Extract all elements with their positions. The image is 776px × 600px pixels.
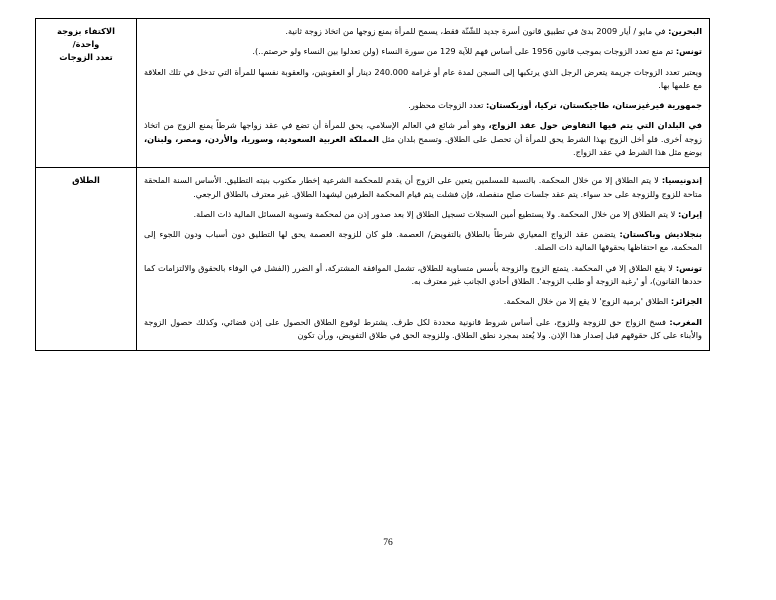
paragraph-lead: المغرب: [669, 316, 702, 327]
label-line: الاكتفاء بزوجة واحدة/ [57, 26, 115, 49]
label-line: تعدد الزوجات [59, 51, 113, 62]
paragraph-lead: البحرين: [668, 26, 702, 36]
paragraph-text: تعدد الزوجات محظور. [408, 100, 486, 111]
paragraph-text: لا يتم الطلاق إلا من خلال المحكمة. بالنسبة للمسلمين يتعين على الزوج أن يقدم للمحكمة الشرعية إخطار مكتوب بنيته التطليق. الأساس السنة الملحقة متاحة للزوج وللزوجة على حد سواء. يتم عقد جلسات صلح منفصلة، فإن فشلت يتم قيام المحكمة الطرفين ليشهدا الطلاق. غير معترف بالطلاق الرجعي. [144, 175, 702, 199]
row-content-divorce [137, 168, 710, 351]
paragraph-lead: تونس: [675, 262, 702, 273]
paragraph [144, 295, 702, 308]
paragraph [144, 45, 702, 58]
paragraph-lead: تونس: [675, 46, 702, 57]
table-row [36, 19, 710, 168]
paragraph-text: في مايو / أيار 2009 بدئ في تطبيق قانون أسرة جديد للشّنّة فقط، يسمح للمرأة بمنع زوجها من اتخاذ زوجة ثانية. [285, 26, 669, 36]
paragraph-lead: جمهورية قيرغيزستان، طاجيكستان، تركيا، أوزبكستان: [485, 100, 702, 111]
paragraph-text: بوضع مثل هذا الشرط في عقد الزواج. [572, 146, 702, 157]
table-body [36, 19, 710, 351]
paragraph-lead: الجزائر: [670, 296, 702, 307]
paragraph [144, 174, 702, 201]
paragraph-text: فسخ الزواج حق للزوجة وللزوج، على أساس شروط قانونية محددة لكل طرف. يشترط لوقوع الطلاق الحصول على إذن قضائي، وكذلك حصول الزوجة والأبناء على كل حقوقهم قبل إصدار هذا الإذن. ولا يُعتد بمجرد نطق الطلاق. وللزوجة الحق في طلاق التفويض، ورأن تكون [144, 316, 702, 340]
comparison-table [35, 18, 710, 351]
paragraph [144, 25, 702, 38]
row-label-polygamy [36, 19, 137, 168]
paragraph [144, 119, 702, 159]
paragraph-text: لا يتم الطلاق إلا من خلال المحكمة. ولا يستطيع أمين السجلات تسجيل الطلاق إلا بعد صدور إذن من لمحكمة وتسوية المسائل المالية ذات الصلة. [193, 208, 678, 219]
paragraph-lead: بنجلاديش وباكستان: [619, 229, 703, 240]
paragraph [144, 66, 702, 93]
paragraph-text: وهو أمر شائع في العالم الإسلامي، يحق للمرأة أن تضع في عقد زواجها شرطاً يمنع الزوج من اتخاذ زوجة أخرى. فلو أخل الزوج بهذا الشرط يحق للمرأة أن تحصل على الطلاق. وتسمح بلدان مثل [144, 120, 702, 144]
table-row [36, 168, 710, 351]
paragraph [144, 99, 702, 112]
row-content-polygamy [137, 19, 710, 168]
paragraph-lead: إندونيسيا: [661, 175, 702, 186]
paragraph-lead-continued: المملكة العربية السعودية، وسوريا، والأردن، ومصر، ولبنان، [144, 133, 379, 144]
paragraph-text: ويعتبر تعدد الزوجات جريمة يتعرض الرجل الذي يرتكبها إلى السجن لمدة عام أو غرامة 240.000 دينار أو العقوبتين، والعقوبة نفسها للمرأة التي تدخل في تلك العلاقة مع علمها بها. [144, 66, 702, 90]
paragraph-text: لا يقع الطلاق إلا في المحكمة. يتمتع الزوج والزوجة بأسس متساوية للطلاق، تشمل الموافقة المشتركة، أو الضرر (الفشل في الوفاء بالحقوق والالتزامات كما حددها القانون)، أو 'رغبة الزوجة أو طلب الزوجة'. الطلاق أحادي الجانب غير معترف به. [144, 262, 702, 286]
label-line: الطلاق [72, 175, 100, 186]
paragraph-lead: إيران: [677, 208, 702, 219]
paragraph [144, 262, 702, 289]
paragraph-text: الطلاق 'برمية الزوج' لا يقع إلا من خلال المحكمة. [503, 296, 671, 307]
paragraph-text: تم منع تعدد الزوجات بموجب قانون 1956 على أساس فهم للآية 129 من سورة النساء (ولن تعدلوا بين النساء ولو حرصتم..). [252, 46, 676, 57]
paragraph [144, 228, 702, 255]
row-label-divorce [36, 168, 137, 351]
paragraph [144, 316, 702, 343]
paragraph-lead: في البلدان التي يتم فيها التفاوض حول عقد الزواج، [488, 120, 702, 131]
paragraph-text: يتضمن عقد الزواج المعياري شرطاً بالطلاق بالتفويض/ العصمة. فلو كان للزوجة العصمة يحق لها التطليق دون أسباب ودون اللجوء إلى المحكمة، مع احتفاظها بحقوقها المالية ذات الصلة. [144, 229, 702, 253]
paragraph [144, 208, 702, 221]
page-number: 76 [383, 538, 393, 548]
